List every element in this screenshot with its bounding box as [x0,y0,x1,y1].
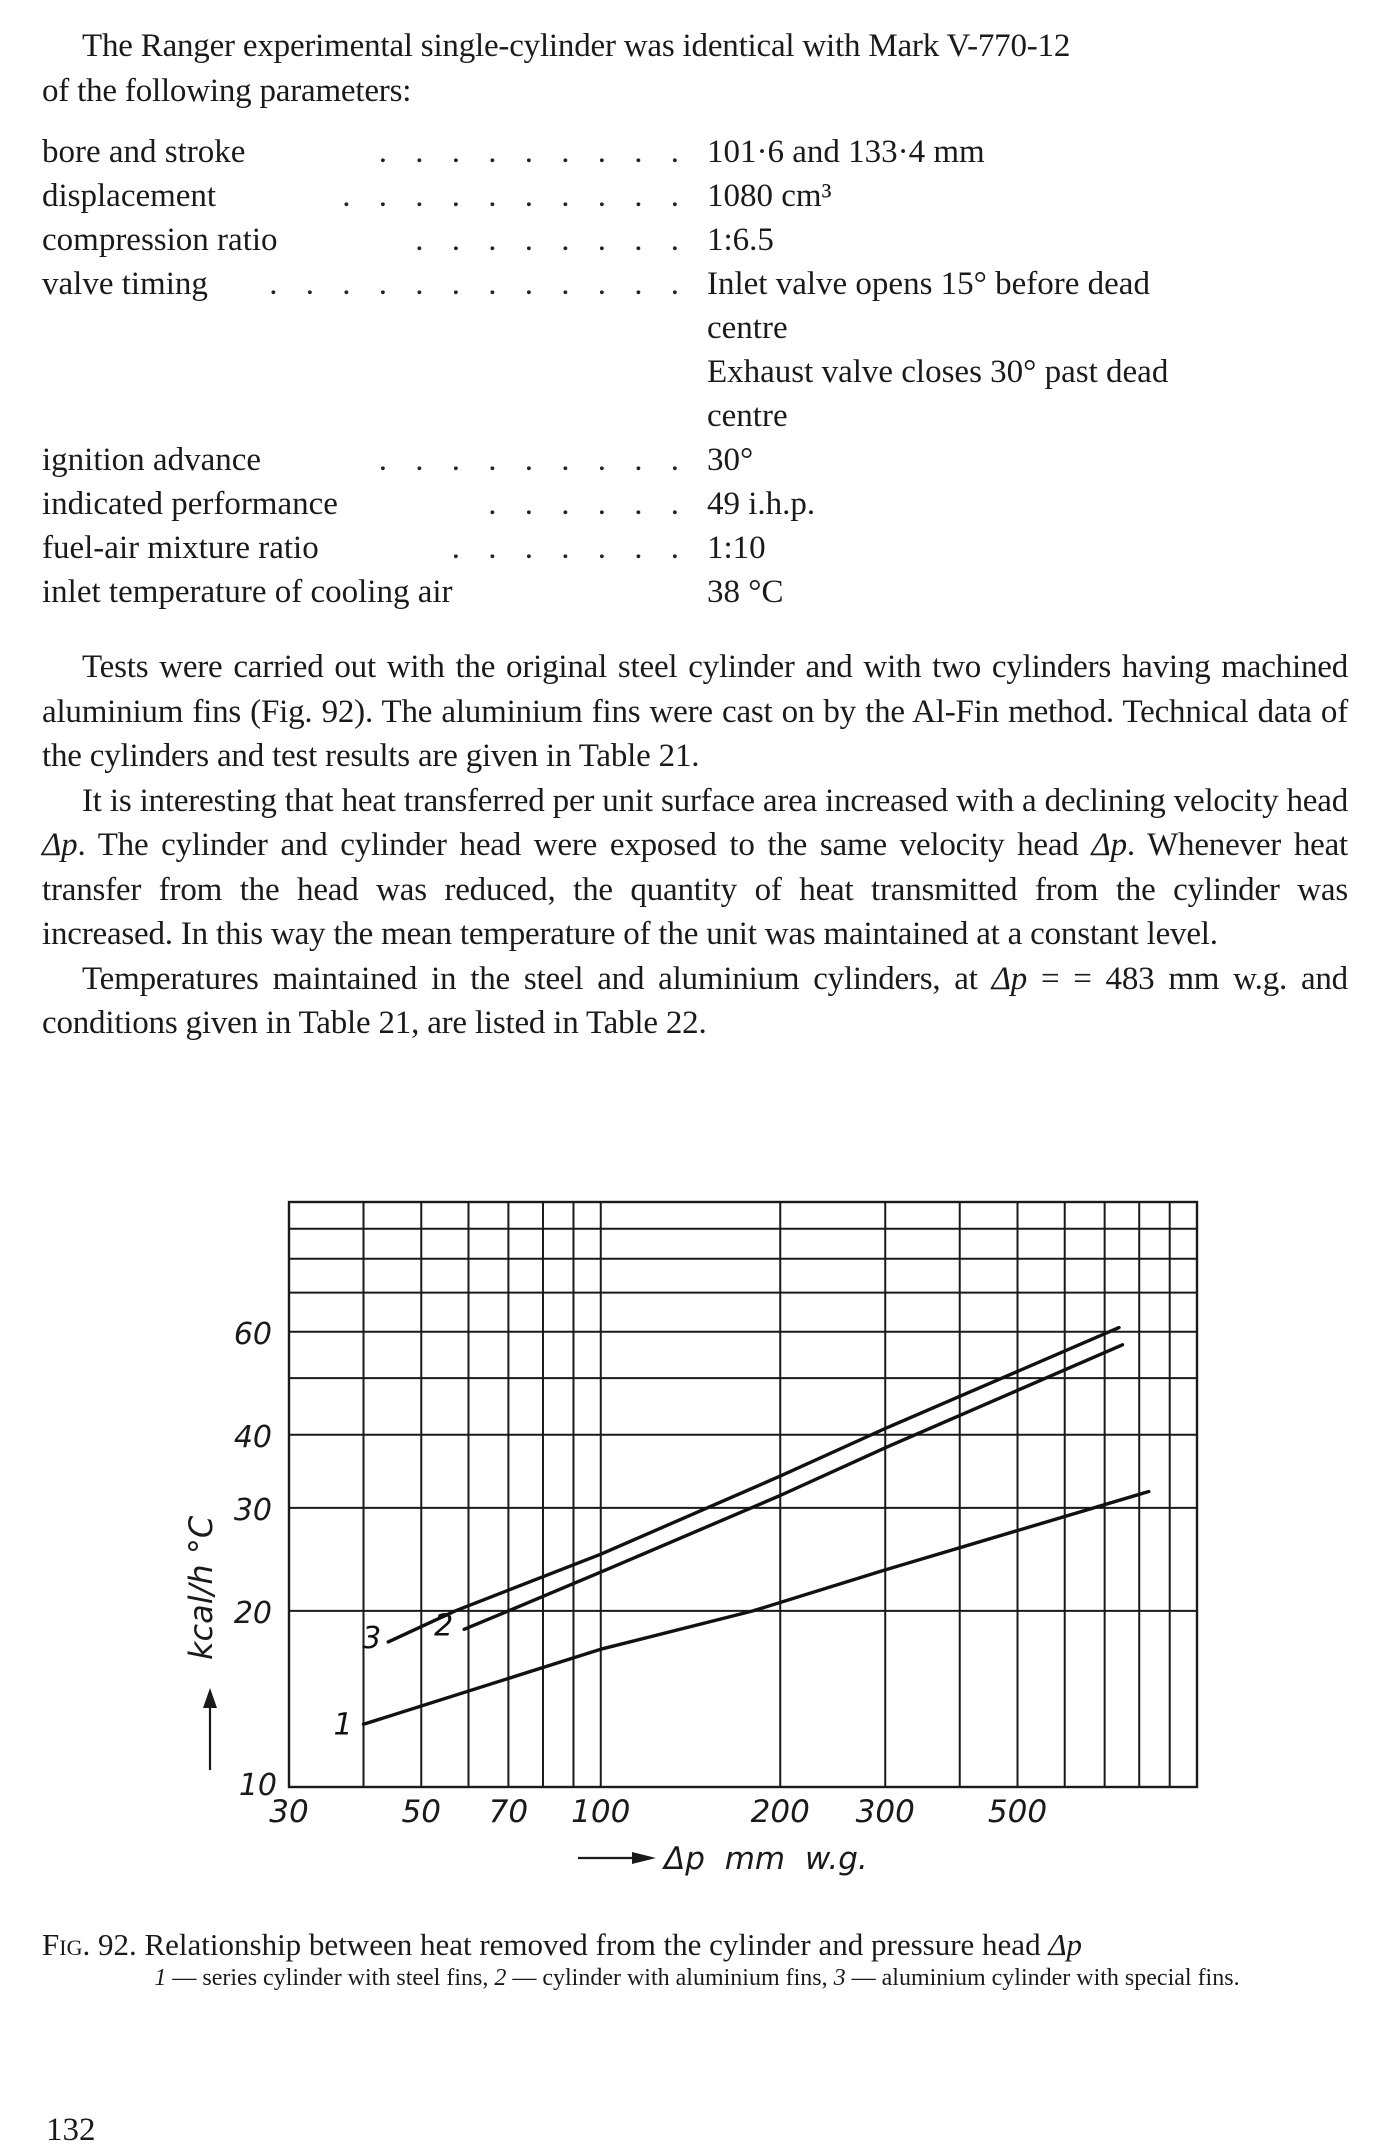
parameter-value-line: 1:10 [707,530,766,566]
leader-dots: . . . . . . . . . [378,134,689,170]
caption-text: Relationship between heat removed from the cylinder and pressure head Δp [144,1927,1083,1962]
parameter-label-text: inlet temperature of cooling air [42,574,453,610]
legend-number: 2 [494,1965,507,1991]
leader-dots: . . . . . . [488,486,689,522]
leader-dots: . . . . . . . . [415,222,689,258]
delta-p-symbol: Δp [991,960,1028,997]
parameter-value-line: centre [707,398,788,434]
delta-p-symbol: Δp [1091,827,1127,863]
page-number: 132 [46,2112,96,2148]
parameter-row [42,482,1352,526]
leader-dots: . . . . . . . . . [378,442,689,478]
parameter-row [42,570,1352,614]
y-tick-label: 10 [238,1768,277,1803]
parameter-label-text: valve timing [42,266,208,302]
y-tick-label: 40 [233,1419,272,1455]
leader-dots: . . . . . . . . . . . . [269,266,689,302]
y-axis-arrow-icon [203,1688,217,1708]
chart-svg [140,1180,1240,1880]
parameter-value-line: 38 °C [707,574,784,610]
delta-p-symbol: Δp [1048,1927,1083,1962]
x-tick-label: 500 [987,1794,1048,1830]
body-text [42,645,1348,1046]
legend-number: 3 [833,1965,846,1991]
x-tick-label: 200 [750,1794,810,1830]
figure-caption [42,1925,1352,1992]
parameter-value-line: centre [707,310,788,346]
parameter-value [707,438,1352,482]
parameter-value [707,218,1352,262]
y-axis-label: kcal/h °C [182,1515,220,1660]
parameter-label-text: bore and stroke [42,134,246,170]
intro-line-1: The Ranger experimental single-cylinder was identical with Mark V-770-12 [82,28,1071,64]
parameter-value-line: 1080 cm³ [707,178,832,214]
caption-figure-number: Fig. 92. [42,1927,137,1962]
caption-legend: 1 — series cylinder with steel fins, 2 — cylinder with aluminium fins, 3 — aluminium cylinder with special fins. [154,1965,1240,1991]
intro-line-2: of the following parameters: [42,72,412,109]
leader-dots: . . . . . . . [451,530,689,566]
parameter-value [707,130,1352,174]
paragraph-heat-transfer: It is interesting that heat transferred per unit surface area increased with a declining velocity head Δp. The cylinder and cylinder head were exposed to the same velocity head Δp. Whenever heat transfer from the head was reduced, the quantity of heat transmitted from the cylinder was increased. In this way the mean temperature of the unit was maintained at a constant level. [42,782,1348,952]
series-2-label: 2 [434,1608,454,1644]
x-tick-label: 70 [488,1794,529,1830]
x-tick-label: 100 [571,1794,631,1830]
series-1-curve [364,1492,1149,1725]
y-tick-label: 20 [233,1595,272,1631]
parameter-value [707,262,1352,438]
parameter-label [42,482,707,526]
parameter-value [707,482,1352,526]
x-axis-label: Δp mm w.g. [664,1841,868,1877]
parameter-label-text: indicated performance [42,486,338,522]
y-tick-label: 30 [233,1492,272,1528]
parameter-label [42,174,707,218]
paragraph-tests: Tests were carried out with the original steel cylinder and with two cylinders having machined aluminium fins (Fig. 92). The aluminium fins were cast on by the Al-Fin method. Technical data of the cylinders and test results are given in Table 21. [42,649,1348,774]
parameter-value [707,526,1352,570]
paragraph-temperatures: Temperatures maintained in the steel and aluminium cylinders, at Δp = = 483 mm w.g. and conditions given in Table 21, are listed in Table 22. [42,960,1348,1041]
leader-dots: . . . . . . . . . . [342,178,689,214]
parameter-label [42,130,707,174]
caption-title [42,1925,1352,1965]
parameter-value-line: 30° [707,442,754,478]
series-3-label: 3 [362,1620,382,1656]
intro-paragraph [42,24,1348,113]
parameter-value-line: 49 i.h.p. [707,486,816,522]
parameter-label [42,438,707,482]
leader-dots [689,570,707,614]
x-tick-label: 300 [855,1794,915,1830]
parameter-row [42,262,1352,438]
x-tick-label: 50 [401,1794,442,1830]
parameter-row [42,526,1352,570]
parameter-row [42,438,1352,482]
series-3-curve [388,1328,1119,1642]
parameter-label-text: fuel-air mixture ratio [42,530,319,566]
figure-92-chart [140,1180,1240,1880]
parameter-value-line: Inlet valve opens 15° before dead [707,266,1150,302]
plot-frame [289,1202,1197,1787]
x-tick-label: 30 [269,1794,309,1830]
parameter-value [707,570,1352,614]
parameter-label-text: ignition advance [42,442,262,478]
y-tick-label: 60 [233,1316,272,1352]
parameter-value-line: 1:6.5 [707,222,774,258]
parameter-label [42,218,707,262]
x-axis-arrow-icon [632,1852,656,1864]
parameter-label-text: compression ratio [42,222,278,258]
parameter-row [42,218,1352,262]
parameter-label-text: displacement [42,178,217,214]
parameter-list [42,130,1352,614]
series-1-label: 1 [333,1707,353,1743]
parameter-label [42,570,707,614]
parameter-row [42,174,1352,218]
parameter-value-line: 101·6 and 133·4 mm [707,134,985,170]
parameter-label [42,262,707,306]
legend-number: 1 [154,1965,167,1991]
parameter-value-line: Exhaust valve closes 30° past dead [707,354,1169,390]
parameter-label [42,526,707,570]
series-2-curve [464,1345,1122,1630]
parameter-value [707,174,1352,218]
parameter-row [42,130,1352,174]
delta-p-symbol: Δp [42,827,78,863]
